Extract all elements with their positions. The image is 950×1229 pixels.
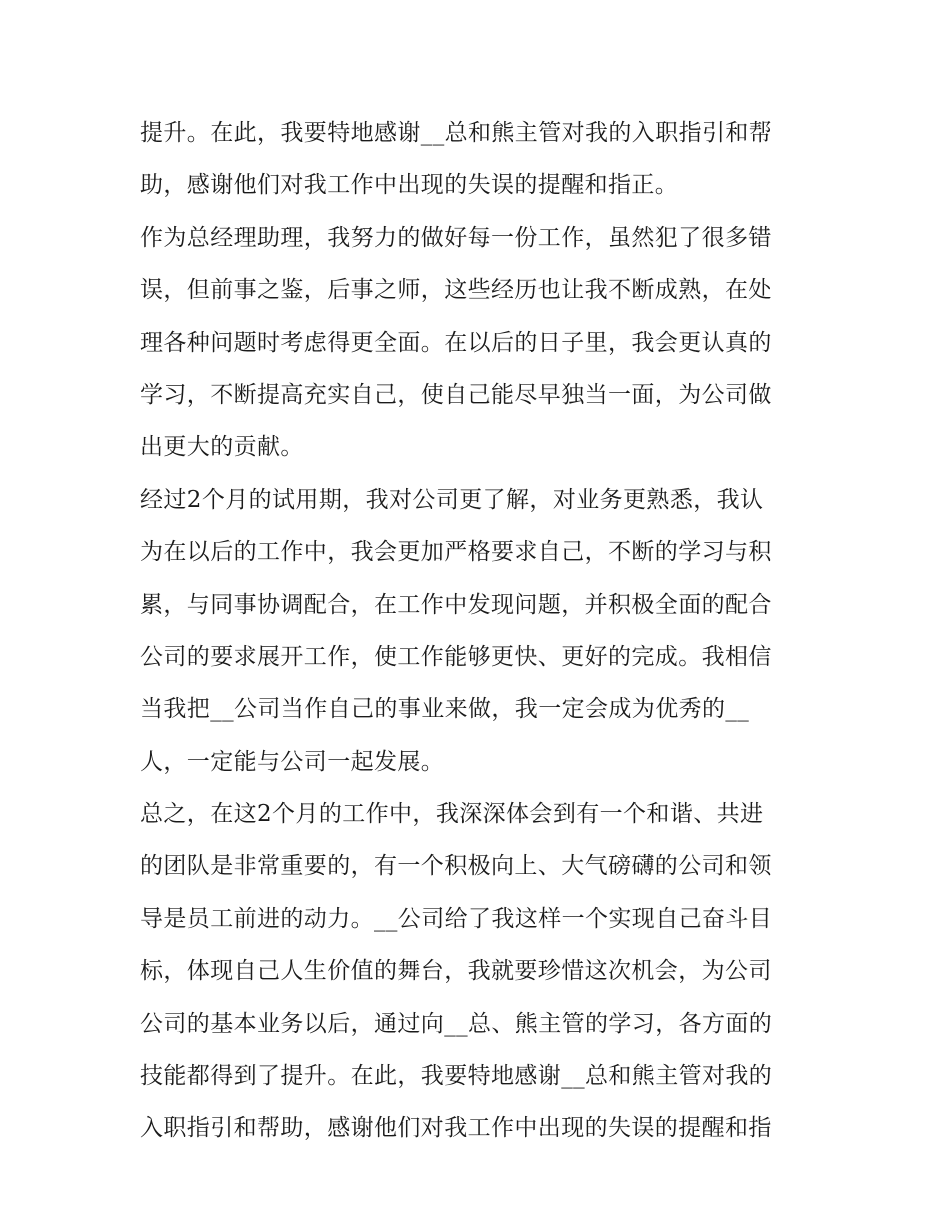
text-line: 学习，不断提高充实自己，使自己能尽早独当一面，为公司做: [140, 381, 772, 408]
text-line: 公司的基本业务以后，通过向__总、熊主管的学习，各方面的: [140, 1010, 773, 1037]
text-line: 人，一定能与公司一起发展。: [140, 748, 445, 775]
document-body: [140, 107, 820, 1155]
text-line: 入职指引和帮助，感谢他们对我工作中出现的失误的提醒和指: [140, 1115, 772, 1142]
text-line: 公司的要求展开工作，使工作能够更快、更好的完成。我相信: [140, 643, 772, 670]
text-line: 技能都得到了提升。在此，我要特地感谢__总和熊主管对我的: [140, 1063, 773, 1090]
text-line: 的团队是非常重要的，有一个积极向上、大气磅礴的公司和领: [140, 853, 772, 880]
text-line: 标，体现自己人生价值的舞台，我就要珍惜这次机会，为公司: [140, 958, 772, 985]
text-line: 经过2个月的试用期，我对公司更了解，对业务更熟悉，我认: [140, 486, 764, 513]
text-line: 当我把__公司当作自己的事业来做，我一定会成为优秀的__: [140, 696, 750, 723]
text-line: 为在以后的工作中，我会更加严格要求自己，不断的学习与积: [140, 539, 772, 566]
text-line: 提升。在此，我要特地感谢__总和熊主管对我的入职指引和帮: [140, 120, 773, 146]
text-line: 累，与同事协调配合，在工作中发现问题，并积极全面的配合: [140, 591, 772, 618]
text-line: 出更大的贡献。: [140, 434, 304, 461]
text-line: 总之，在这2个月的工作中，我深深体会到有一个和谐、共进: [140, 801, 764, 828]
text-line: 导是员工前进的动力。__公司给了我这样一个实现自己奋斗目: [140, 905, 773, 932]
text-line: 理各种问题时考虑得更全面。在以后的日子里，我会更认真的: [140, 329, 772, 356]
text-line: 助，感谢他们对我工作中出现的失误的提醒和指正。: [140, 172, 679, 199]
text-line: 误，但前事之鉴，后事之师，这些经历也让我不断成熟，在处: [140, 277, 772, 304]
text-line: 作为总经理助理，我努力的做好每一份工作，虽然犯了很多错: [140, 224, 772, 251]
